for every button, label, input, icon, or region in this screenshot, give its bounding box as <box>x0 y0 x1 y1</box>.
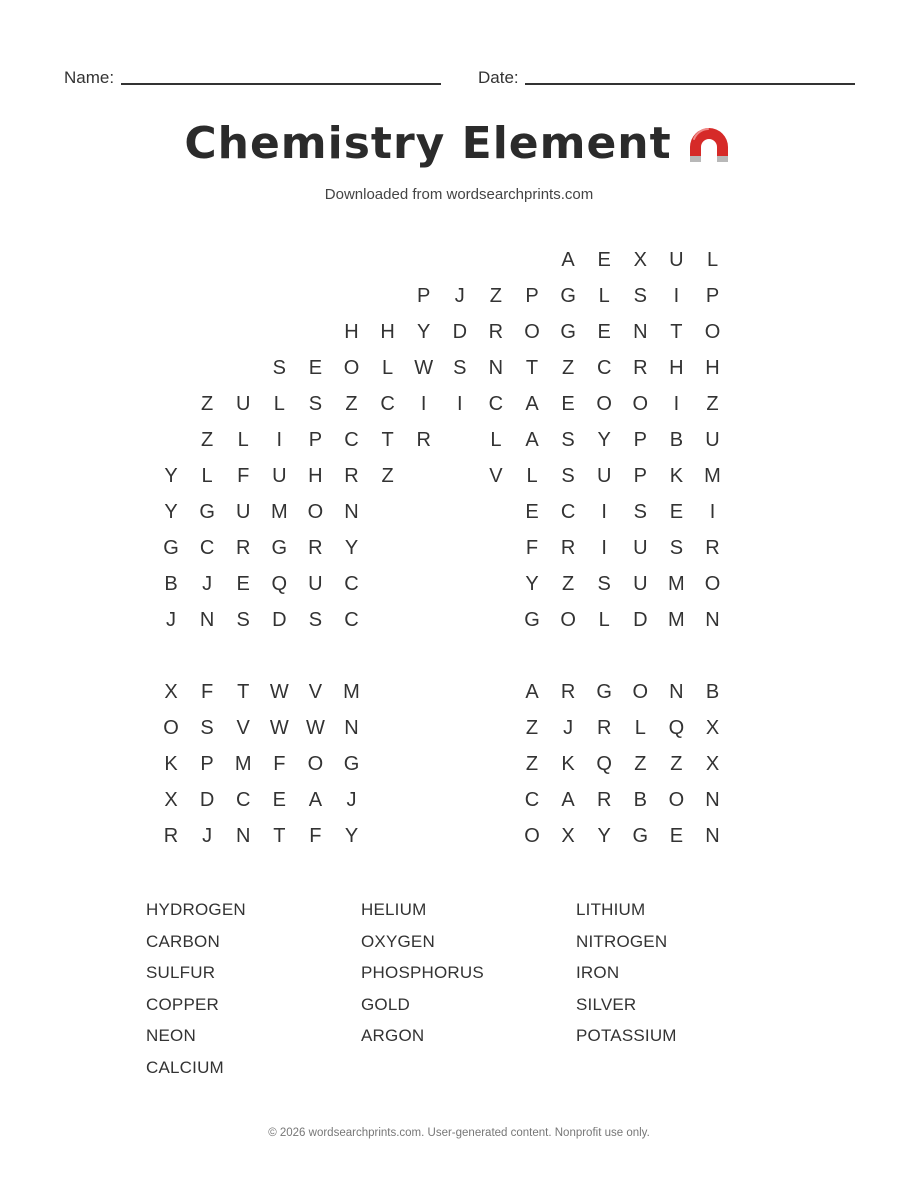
grid-letter: L <box>490 429 502 451</box>
grid-letter: G <box>199 501 215 523</box>
grid-letter: X <box>164 789 178 811</box>
date-label: Date: <box>478 68 519 87</box>
grid-letter: C <box>344 573 359 595</box>
word-list-item: CARBON <box>146 931 220 951</box>
grid-letter: R <box>560 537 576 559</box>
grid-letter: S <box>633 501 647 523</box>
grid-letter: Y <box>525 573 539 595</box>
grid-letter: A <box>308 789 323 811</box>
grid-letter: C <box>199 537 215 559</box>
grid-letter: F <box>525 537 539 559</box>
grid-letter: A <box>525 429 539 451</box>
grid-letter: N <box>705 609 720 631</box>
grid-letter: C <box>596 357 612 379</box>
grid-letter: S <box>597 573 611 595</box>
grid-letter: U <box>705 429 720 451</box>
grid-letter: P <box>633 465 647 487</box>
grid-letter: A <box>561 789 575 811</box>
grid-letter: B <box>669 429 684 451</box>
word-list-item: COPPER <box>146 994 219 1014</box>
grid-letter: A <box>561 249 575 271</box>
grid-letter: N <box>344 501 359 523</box>
grid-letter: V <box>489 465 503 487</box>
grid-letter: J <box>166 609 176 631</box>
grid-letter: C <box>560 501 576 523</box>
grid-letter: J <box>346 789 357 811</box>
grid-letter: D <box>272 609 287 631</box>
grid-letter: E <box>525 501 539 523</box>
grid-letter: H <box>308 465 323 487</box>
grid-letter: O <box>343 357 360 379</box>
grid-letter: D <box>199 789 215 811</box>
grid-letter: O <box>704 321 721 343</box>
grid-letter: E <box>597 321 611 343</box>
grid-letter: I <box>276 429 283 451</box>
grid-letter: I <box>601 537 607 559</box>
grid-letter: Z <box>345 393 358 415</box>
word-list-item: CALCIUM <box>146 1057 224 1077</box>
grid-letter: L <box>382 357 394 379</box>
grid-letter: X <box>705 717 720 739</box>
grid-letter: O <box>524 321 540 343</box>
grid-letter: Z <box>489 285 502 307</box>
grid-letter: G <box>560 285 576 307</box>
grid-letter: G <box>271 537 288 559</box>
grid-letter: E <box>561 393 575 415</box>
grid-letter: U <box>633 537 648 559</box>
grid-letter: R <box>416 429 431 451</box>
grid-letter: E <box>669 825 684 847</box>
grid-letter: D <box>452 321 468 343</box>
grid-letter: U <box>596 465 612 487</box>
grid-letter: O <box>524 825 540 847</box>
grid-letter: W <box>269 681 289 703</box>
grid-letter: Y <box>597 429 611 451</box>
grid-letter: M <box>668 609 685 631</box>
grid-letter: P <box>200 753 214 775</box>
grid-letter: L <box>526 465 538 487</box>
grid-letter: W <box>269 717 289 739</box>
grid-letter: N <box>344 717 359 739</box>
grid-letter: R <box>344 465 359 487</box>
grid-letter: H <box>669 357 684 379</box>
grid-letter: Z <box>634 753 647 775</box>
grid-letter: S <box>669 537 684 559</box>
grid-letter: M <box>270 501 288 523</box>
word-list-item: POTASSIUM <box>576 1026 677 1045</box>
grid-letter: H <box>705 357 720 379</box>
grid-letter: F <box>237 465 250 487</box>
grid-letter: D <box>633 609 648 631</box>
grid-letter: C <box>344 429 359 451</box>
grid-letter: E <box>272 789 286 811</box>
grid-letter: S <box>200 717 214 739</box>
word-list-item: IRON <box>576 963 620 982</box>
grid-letter: F <box>273 753 286 775</box>
word-list-item: LITHIUM <box>576 900 646 919</box>
grid-letter: U <box>669 249 684 271</box>
grid-letter: N <box>235 825 251 847</box>
grid-letter: V <box>308 681 323 703</box>
grid-letter: T <box>670 321 683 343</box>
grid-letter: N <box>488 357 504 379</box>
grid-letter: L <box>634 717 646 739</box>
grid-letter: T <box>273 825 286 847</box>
grid-letter: Z <box>200 429 214 451</box>
word-list-item: NEON <box>146 1026 196 1045</box>
grid-letter: F <box>309 825 322 847</box>
grid-letter: R <box>488 321 504 343</box>
grid-letter: Z <box>670 753 683 775</box>
grid-letter: N <box>669 681 684 703</box>
grid-letter: I <box>673 285 680 307</box>
grid-letter: O <box>307 501 324 523</box>
grid-letter: S <box>561 465 575 487</box>
grid-letter: C <box>235 789 251 811</box>
grid-letter: M <box>234 753 252 775</box>
grid-letter: L <box>598 285 610 307</box>
grid-letter: R <box>560 681 576 703</box>
grid-letter: S <box>272 357 286 379</box>
grid-letter: O <box>632 681 649 703</box>
grid-letter: T <box>381 429 394 451</box>
grid-letter: G <box>596 681 612 703</box>
grid-letter: K <box>561 753 575 775</box>
grid-letter: Z <box>200 393 214 415</box>
grid-letter: R <box>163 825 179 847</box>
grid-letter: J <box>202 573 213 595</box>
grid-letter: P <box>705 285 720 307</box>
grid-letter: A <box>525 681 539 703</box>
grid-letter: I <box>420 393 427 415</box>
grid-letter: Q <box>668 717 685 739</box>
grid-letter: Z <box>525 717 539 739</box>
grid-letter: Y <box>344 825 359 847</box>
grid-letter: X <box>561 825 575 847</box>
grid-letter: I <box>457 393 463 415</box>
grid-letter: S <box>308 609 323 631</box>
grid-letter: X <box>164 681 178 703</box>
grid-letter: O <box>163 717 179 739</box>
footer: © 2026 wordsearchprints.com. User-generated content. Nonprofit use only. <box>268 1127 650 1139</box>
grid-letter: R <box>596 789 612 811</box>
grid-letter: N <box>199 609 215 631</box>
grid-letter: Z <box>381 465 394 487</box>
grid-letter: W <box>414 357 434 379</box>
grid-letter: R <box>596 717 612 739</box>
grid-letter: X <box>633 249 647 271</box>
grid-letter: E <box>236 573 250 595</box>
grid-letter: G <box>632 825 649 847</box>
grid-letter: P <box>308 429 323 451</box>
grid-letter: S <box>633 285 647 307</box>
grid-letter: M <box>343 681 360 703</box>
grid-letter: J <box>563 717 574 739</box>
grid-letter: R <box>308 537 323 559</box>
grid-letter: Y <box>344 537 359 559</box>
grid-letter: H <box>344 321 359 343</box>
grid-letter: Z <box>525 753 539 775</box>
grid-letter: M <box>668 573 685 595</box>
grid-letter: R <box>633 357 648 379</box>
grid-letter: Y <box>597 825 611 847</box>
grid-letter: C <box>380 393 395 415</box>
grid-letter: N <box>633 321 648 343</box>
word-list-item: HELIUM <box>361 900 427 919</box>
grid-letter: S <box>308 393 323 415</box>
grid-letter: Q <box>271 573 288 595</box>
grid-letter: I <box>601 501 607 523</box>
word-list-item: NITROGEN <box>576 931 668 951</box>
grid-letter: O <box>668 789 685 811</box>
grid-letter: I <box>673 393 680 415</box>
grid-letter: L <box>237 429 249 451</box>
grid-letter: L <box>598 609 610 631</box>
grid-letter: U <box>633 573 648 595</box>
grid-letter: C <box>344 609 359 631</box>
grid-letter: M <box>704 465 721 487</box>
grid-letter: L <box>201 465 213 487</box>
grid-letter: G <box>560 321 576 343</box>
grid-letter: W <box>305 717 325 739</box>
grid-letter: Q <box>596 753 612 775</box>
grid-letter: E <box>308 357 323 379</box>
grid-letter: Z <box>561 573 575 595</box>
grid-letter: Y <box>164 501 178 523</box>
word-list-item: PHOSPHORUS <box>361 963 484 982</box>
grid-letter: E <box>597 249 611 271</box>
grid-letter: N <box>705 825 720 847</box>
grid-letter: Y <box>164 465 178 487</box>
grid-letter: C <box>488 393 504 415</box>
grid-letter: T <box>237 681 250 703</box>
grid-letter: G <box>163 537 179 559</box>
word-list-item: GOLD <box>361 994 410 1014</box>
grid-letter: O <box>632 393 649 415</box>
grid-letter: R <box>235 537 251 559</box>
grid-letter: T <box>525 357 539 379</box>
grid-letter: A <box>525 393 539 415</box>
subtitle: Downloaded from wordsearchprints.com <box>324 186 594 203</box>
grid-letter: P <box>417 285 431 307</box>
grid-letter: R <box>705 537 720 559</box>
grid-letter: U <box>235 501 251 523</box>
grid-letter: O <box>560 609 576 631</box>
grid-letter: X <box>705 753 720 775</box>
grid-letter: S <box>236 609 250 631</box>
grid-letter: Y <box>417 321 431 343</box>
grid-letter: E <box>669 501 684 523</box>
word-list-item: SULFUR <box>146 963 216 982</box>
grid-letter: O <box>307 753 324 775</box>
grid-letter: B <box>164 573 178 595</box>
word-list-item: ARGON <box>361 1026 425 1045</box>
grid-letter: K <box>164 753 178 775</box>
page-title: Chemistry Element <box>184 118 672 169</box>
grid-letter: U <box>272 465 287 487</box>
word-list-item: OXYGEN <box>361 931 435 951</box>
grid-letter: K <box>669 465 684 487</box>
grid-letter: V <box>236 717 250 739</box>
grid-letter: G <box>524 609 540 631</box>
grid-letter: O <box>596 393 612 415</box>
grid-letter: B <box>705 681 720 703</box>
grid-letter: P <box>525 285 539 307</box>
grid-letter: J <box>202 825 213 847</box>
word-list-item: SILVER <box>576 994 637 1014</box>
grid-letter: N <box>705 789 720 811</box>
grid-letter: C <box>524 789 540 811</box>
grid-letter: S <box>453 357 467 379</box>
grid-letter: P <box>633 429 647 451</box>
grid-letter: S <box>561 429 575 451</box>
grid-letter: L <box>706 249 719 271</box>
word-list-item: HYDROGEN <box>146 900 246 919</box>
grid-letter: F <box>200 681 214 703</box>
grid-letter: Z <box>561 357 575 379</box>
name-label: Name: <box>64 68 115 87</box>
grid-letter: Z <box>706 393 719 415</box>
grid-letter: H <box>380 321 395 343</box>
grid-letter: O <box>704 573 721 595</box>
grid-letter: J <box>454 285 465 307</box>
grid-letter: L <box>273 393 285 415</box>
grid-letter: B <box>633 789 647 811</box>
grid-letter: G <box>343 753 360 775</box>
grid-letter: U <box>235 393 251 415</box>
grid-letter: I <box>709 501 716 523</box>
grid-letter: U <box>308 573 323 595</box>
